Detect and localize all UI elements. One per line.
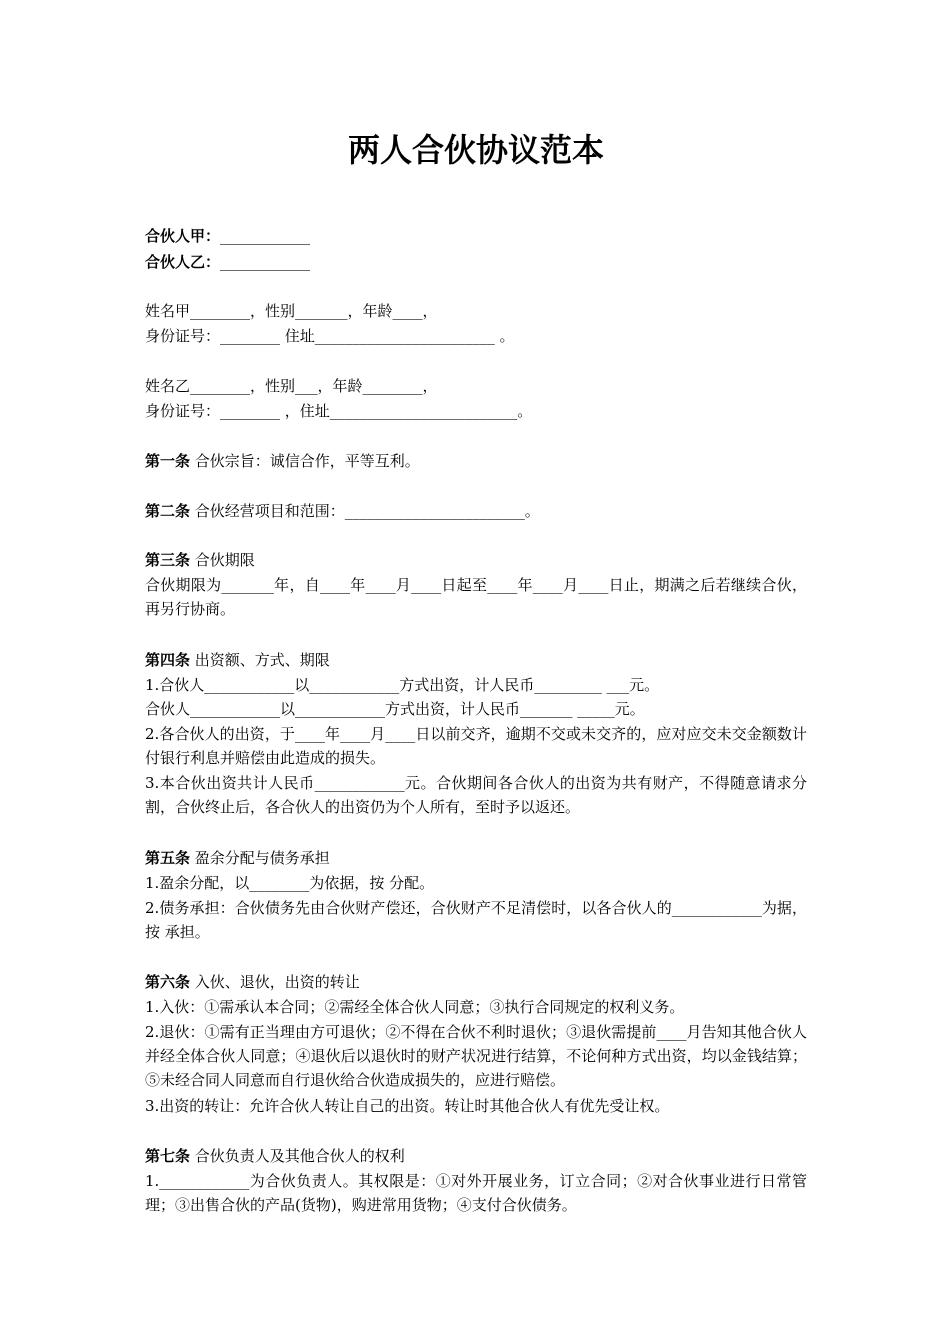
article-4 [145,648,807,672]
article-7-heading: 第七条 [145,1147,191,1165]
article-5-item-1: 1.盈余分配，以________为依据，按 分配。 [145,874,435,892]
article-7-title: 合伙负责人及其他合伙人的权利 [190,1147,405,1165]
article-3-heading: 第三条 [145,551,191,569]
article-6 [145,970,807,994]
article-4-heading: 第四条 [145,651,191,669]
article-5-heading: 第五条 [145,849,191,867]
partner-b-name-line: 姓名乙________，性别___，年龄________， [145,377,438,395]
article-3-title: 合伙期限 [190,551,255,569]
partner-a-line [145,224,807,248]
article-2 [145,499,807,523]
article-4-item-1a: 1.合伙人____________以____________方式出资，计人民币_________ ___元。 [145,676,660,694]
article-1 [145,449,807,473]
article-4-item-2: 2.各合伙人的出资，于____年____月____日以前交齐，逾期不交或未交齐的，应对应交未交金额数计付银行利息并赔偿由此造成的损失。 [145,725,807,767]
article-2-heading: 第二条 [145,502,191,520]
article-6-title: 入伙、退伙，出资的转让 [190,973,360,991]
partner-b-label: 合伙人乙： [145,253,221,271]
article-6-item-2: 2.退伙：①需有正当理由方可退伙；②不得在合伙不利时退伙；③退伙需提前____月告知其他合伙人并经全体合伙人同意；④退伙后以退伙时的财产状况进行结算，不论何种方式出资，均以金钱结算；⑤未经合同人同意而自行退伙给合伙造成损失的，应进行赔偿。 [145,1023,807,1089]
partner-b-blank: ____________ [220,253,311,271]
partner-b-id-line: 身份证号：________ ，住址_________________________。 [145,402,533,420]
article-6-heading: 第六条 [145,973,191,991]
article-5-title: 盈余分配与债务承担 [190,849,330,867]
article-6-item-3: 3.出资的转让：允许合伙人转让自己的出资。转让时其他合伙人有优先受让权。 [145,1097,670,1115]
partner-a-id-line: 身份证号：________ 住址________________________ 。 [145,327,515,345]
article-1-text: 合伙宗旨：诚信合作，平等互利。 [190,452,420,470]
article-7-item-1: 1.____________为合伙负责人。其权限是：①对外开展业务，订立合同；②对合伙事业进行日常管理；③出售合伙的产品(货物)，购进常用货物；④支付合伙债务。 [145,1172,807,1214]
article-5-item-2: 2.债务承担：合伙债务先由合伙财产偿还，合伙财产不足清偿时，以各合伙人的____________为据，按 承担。 [145,899,807,941]
document-title: 两人合伙协议范本 [347,131,604,169]
article-1-heading: 第一条 [145,452,191,470]
article-4-title: 出资额、方式、期限 [190,651,330,669]
article-7 [145,1144,807,1168]
article-4-item-3: 3.本合伙出资共计人民币____________元。合伙期间各合伙人的出资为共有财产，不得随意请求分割，合伙终止后，各合伙人的出资仍为个人所有，至时予以返还。 [145,774,807,816]
partner-a-blank: ____________ [220,227,311,245]
article-2-text: 合伙经营项目和范围：________________________。 [190,502,540,520]
partner-a-name-line: 姓名甲________，性别_______，年龄____， [145,302,438,320]
partner-a-label: 合伙人甲： [145,227,221,245]
partner-b-line [145,250,807,274]
article-6-item-1: 1.入伙：①需承认本合同；②需经全体合伙人同意；③执行合同规定的权利义务。 [145,998,685,1016]
article-5 [145,846,807,870]
article-3 [145,548,807,572]
article-3-body: 合伙期限为_______年，自____年____月____日起至____年____月____日止，期满之后若继续合伙，再另行协商。 [145,576,807,618]
article-4-item-1b: 合伙人____________以____________方式出资，计人民币_______ _____元。 [145,700,645,718]
